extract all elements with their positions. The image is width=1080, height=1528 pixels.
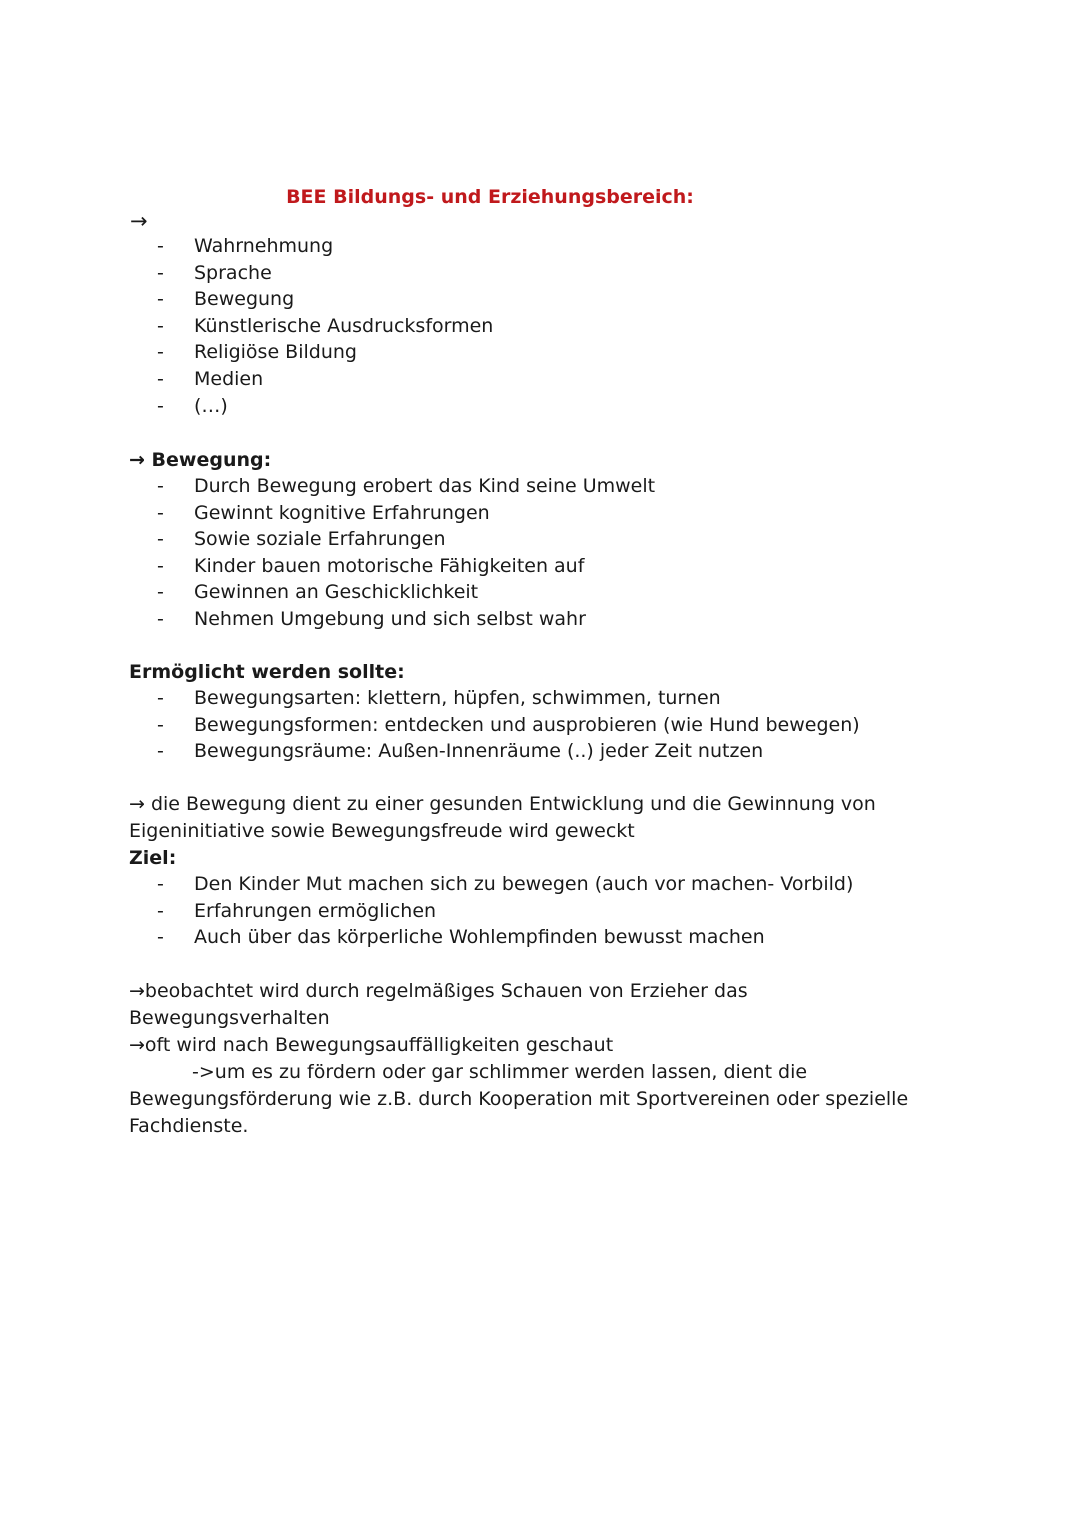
list-item: - Den Kinder Mut machen sich zu bewegen (auch vor machen- Vorbild) — [129, 871, 949, 898]
list-item: - Durch Bewegung erobert das Kind seine Umwelt — [129, 473, 949, 500]
list-item: - Künstlerische Ausdrucksformen — [129, 313, 949, 340]
list-item: - Nehmen Umgebung und sich selbst wahr — [129, 606, 949, 633]
list-item: - Religiöse Bildung — [129, 339, 949, 366]
summary-line: → die Bewegung dient zu einer gesunden Entwicklung und die Gewinnung von — [129, 793, 876, 815]
list-item: - Sowie soziale Erfahrungen — [129, 526, 949, 553]
list-item: - Gewinnen an Geschicklichkeit — [129, 579, 949, 606]
bereiche-list-section — [129, 233, 949, 419]
closing-line: →oft wird nach Bewegungsauffälligkeiten geschaut — [129, 1034, 614, 1056]
bewegung-section — [129, 447, 949, 633]
bereiche-list — [129, 233, 949, 419]
closing-line: Bewegungsförderung wie z.B. durch Kooperation mit Sportvereinen oder spezielle — [129, 1088, 909, 1110]
list-item: - Sprache — [129, 260, 949, 287]
page-title: BEE Bildungs- und Erziehungsbereich: — [286, 186, 694, 208]
ziel-list — [129, 871, 949, 951]
list-item: - Auch über das körperliche Wohlempfinden bewusst machen — [129, 924, 949, 951]
ermoeglicht-list — [129, 685, 949, 765]
ermoeglicht-heading: Ermöglicht werden sollte: — [129, 661, 405, 683]
ziel-heading: Ziel: — [129, 847, 177, 869]
closing-line: →beobachtet wird durch regelmäßiges Schauen von Erzieher das Bewegungsverhalten — [129, 980, 748, 1029]
bewegung-list — [129, 473, 949, 633]
closing-section — [129, 978, 949, 1140]
list-item: - Kinder bauen motorische Fähigkeiten auf — [129, 553, 949, 580]
bewegung-heading: → Bewegung: — [129, 449, 272, 471]
list-item: - (…) — [129, 393, 949, 420]
list-item: - Gewinnt kognitive Erfahrungen — [129, 500, 949, 527]
summary-line: Eigeninitiative sowie Bewegungsfreude wird geweckt — [129, 820, 635, 842]
list-item: - Medien — [129, 366, 949, 393]
list-item: - Wahrnehmung — [129, 233, 949, 260]
arrow-icon: → — [130, 209, 148, 233]
closing-line: ->um es zu fördern oder gar schlimmer werden lassen, dient die — [192, 1061, 808, 1083]
list-item: - Erfahrungen ermöglichen — [129, 898, 949, 925]
list-item: - Bewegungsräume: Außen-Innenräume (..) jeder Zeit nutzen — [129, 738, 949, 765]
list-item: - Bewegungsarten: klettern, hüpfen, schwimmen, turnen — [129, 685, 949, 712]
closing-line: Fachdienste. — [129, 1115, 249, 1137]
ermoeglicht-section — [129, 659, 949, 765]
list-item: - Bewegungsformen: entdecken und ausprobieren (wie Hund bewegen) — [129, 712, 949, 739]
list-item: - Bewegung — [129, 286, 949, 313]
summary-section — [129, 791, 949, 951]
